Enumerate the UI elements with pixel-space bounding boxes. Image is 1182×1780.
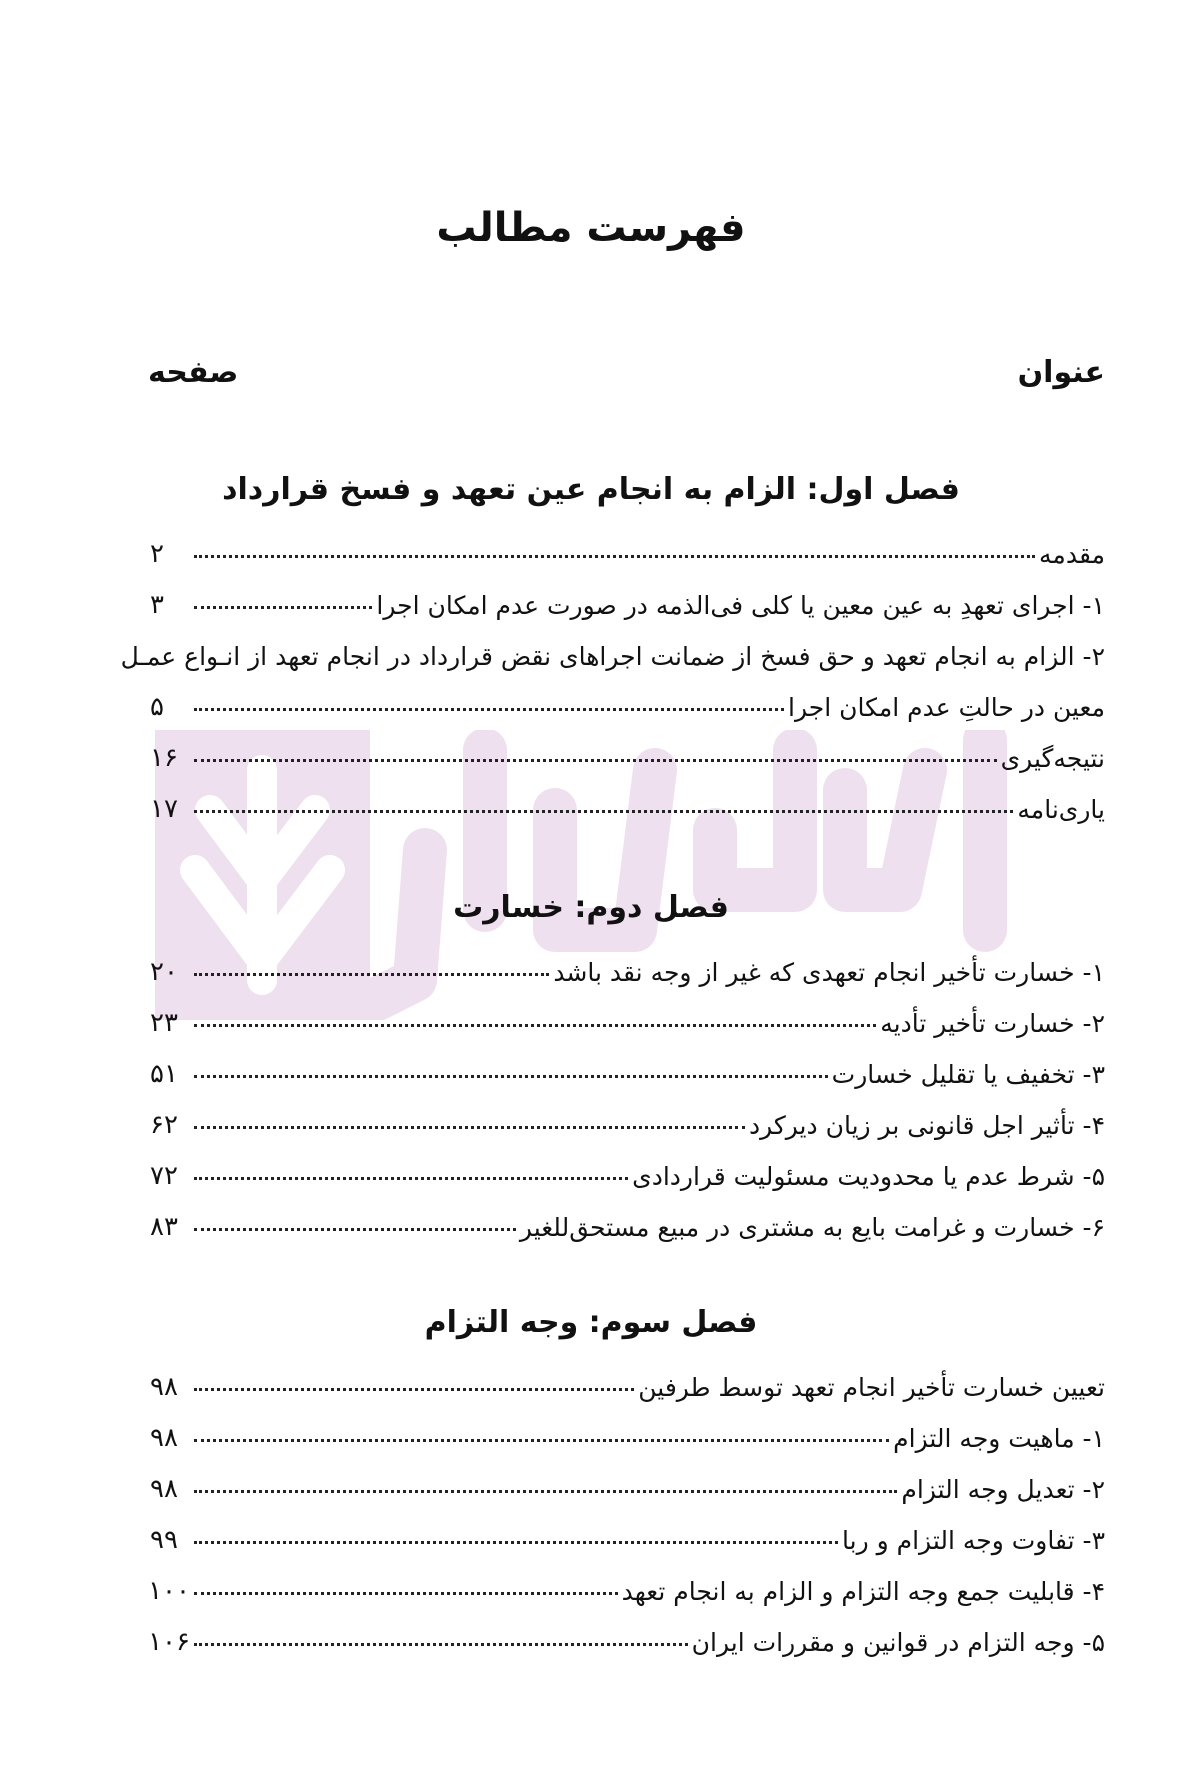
section-chapter-1 xyxy=(0,462,1182,824)
entry-title: ۱- خسارت تأخیر انجام تعهدی که غیر از وجه نقد باشد xyxy=(553,958,1105,987)
toc-entry[interactable] xyxy=(150,1504,1105,1555)
toc-entry[interactable] xyxy=(150,1555,1105,1606)
entry-title: ۶- خسارت و غرامت بایع به مشتری در مبیع مستحق‌للغیر xyxy=(519,1213,1105,1242)
entry-title: معین در حالتِ عدم امکان اجرا xyxy=(788,693,1105,722)
toc-entry[interactable] xyxy=(150,1351,1105,1402)
entry-title: ۴- تأثیر اجل قانونی بر زیان دیرکرد xyxy=(748,1111,1105,1140)
page-column-header: صفحه xyxy=(148,355,239,390)
toc-entry[interactable] xyxy=(150,987,1105,1038)
dot-leader xyxy=(194,973,549,976)
dot-leader xyxy=(194,708,784,711)
toc-entry[interactable] xyxy=(150,1089,1105,1140)
toc-entry[interactable] xyxy=(150,936,1105,987)
toc-entry[interactable] xyxy=(150,1038,1105,1089)
dot-leader xyxy=(194,1592,618,1595)
entry-title: ۳- تخفیف یا تقلیل خسارت xyxy=(831,1060,1105,1089)
entry-title: تعیین خسارت تأخیر انجام تعهد توسط طرفین xyxy=(638,1373,1105,1402)
dot-leader xyxy=(194,1388,634,1391)
dot-leader xyxy=(194,810,1013,813)
entry-title: ۱- ماهیت وجه التزام xyxy=(893,1424,1105,1453)
entry-page: ۳ xyxy=(150,590,164,620)
toc-entry[interactable] xyxy=(150,518,1105,569)
entry-page: ۱۷ xyxy=(150,794,178,824)
dot-leader xyxy=(194,555,1035,558)
toc-entry[interactable] xyxy=(150,569,1105,620)
entry-page: ۹۸ xyxy=(150,1474,178,1504)
entry-page: ۸۳ xyxy=(150,1212,178,1242)
entry-title: ۳- تفاوت وجه التزام و ربا xyxy=(842,1526,1105,1555)
entry-page: ۱۰۶ xyxy=(148,1627,190,1657)
entry-title: ۵- وجه التزام در قوانین و مقررات ایران xyxy=(691,1628,1105,1657)
dot-leader xyxy=(194,1126,745,1129)
toc-entry[interactable] xyxy=(150,1453,1105,1504)
entry-page: ۵۱ xyxy=(150,1059,178,1089)
entry-page: ۲۳ xyxy=(150,1008,178,1038)
entry-title: نتیجه‌گیری xyxy=(1000,744,1105,773)
entry-page: ۶۲ xyxy=(150,1110,178,1140)
entry-page: ۹۹ xyxy=(150,1525,178,1555)
entry-title: ۵- شرط عدم یا محدودیت مسئولیت قراردادی xyxy=(632,1162,1105,1191)
entry-list xyxy=(0,1351,1182,1657)
dot-leader xyxy=(194,1177,628,1180)
entry-page: ۲۰ xyxy=(150,957,178,987)
entry-title: ۲- الزام به انجام تعهد و حق فسخ از ضمانت اجراهای نقض قرارداد در انجام تعهد از انـواع عمـل xyxy=(120,642,1105,671)
dot-leader xyxy=(194,1439,889,1442)
toc-entry[interactable] xyxy=(150,1140,1105,1191)
section-chapter-2 xyxy=(0,880,1182,1242)
entry-title: ۲- خسارت تأخیر تأدیه xyxy=(880,1009,1105,1038)
dot-leader xyxy=(194,1541,838,1544)
title-column-header: عنوان xyxy=(1017,355,1105,390)
entry-page: ۲ xyxy=(150,539,164,569)
toc-entry[interactable] xyxy=(120,620,1105,671)
entry-title: ۴- قابلیت جمع وجه التزام و الزام به انجام تعهد xyxy=(621,1577,1105,1606)
toc-entry[interactable] xyxy=(150,671,1105,722)
dot-leader xyxy=(194,759,997,762)
toc-entry[interactable] xyxy=(150,773,1105,824)
dot-leader xyxy=(194,1024,876,1027)
entry-page: ۱۶ xyxy=(150,743,178,773)
entry-title: مقدمه xyxy=(1039,540,1105,569)
page-title: فهرست مطالب xyxy=(436,205,746,251)
dot-leader xyxy=(194,1075,828,1078)
section-heading: فصل اول: الزام به انجام عین تعهد و فسخ قرارداد xyxy=(222,472,960,507)
toc-entry[interactable] xyxy=(150,1402,1105,1453)
entry-page: ۵ xyxy=(150,692,164,722)
entry-title: ۲- تعدیل وجه التزام xyxy=(901,1475,1105,1504)
toc-entry[interactable] xyxy=(150,1191,1105,1242)
entry-page: ۹۸ xyxy=(150,1423,178,1453)
section-heading: فصل سوم: وجه التزام xyxy=(424,1305,758,1340)
toc-entry[interactable] xyxy=(150,1606,1105,1657)
section-heading: فصل دوم: خسارت xyxy=(453,890,729,925)
dot-leader xyxy=(194,1490,897,1493)
entry-page: ۷۲ xyxy=(150,1161,178,1191)
toc-entry[interactable] xyxy=(150,722,1105,773)
dot-leader xyxy=(194,1228,516,1231)
entry-list xyxy=(0,518,1182,824)
entry-page: ۱۰۰ xyxy=(148,1576,190,1606)
entry-title: یاری‌نامه xyxy=(1017,795,1105,824)
section-chapter-3 xyxy=(0,1295,1182,1657)
dot-leader xyxy=(194,606,372,609)
entry-title: ۱- اجرای تعهدِ به عین معین یا کلی فی‌الذمه در صورت عدم امکان اجرا xyxy=(376,591,1105,620)
entry-list xyxy=(0,936,1182,1242)
entry-page: ۹۸ xyxy=(150,1372,178,1402)
dot-leader xyxy=(194,1643,688,1646)
